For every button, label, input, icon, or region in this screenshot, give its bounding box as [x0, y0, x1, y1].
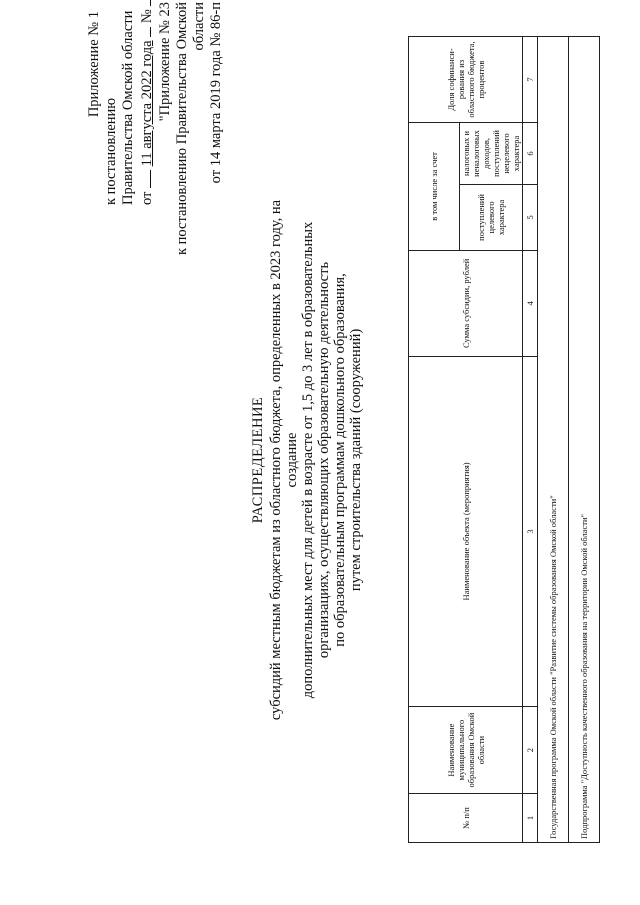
header-tax: налоговых и неналоговых доходов, поступлений нецелевого характера	[460, 122, 523, 184]
title-line: дополнительных мест для детей в возрасте от 1,5 до 3 лет в образовательных	[300, 221, 316, 699]
appendix-header	[86, 5, 156, 205]
resolution-date: 11 августа 2022 года	[139, 40, 155, 167]
from-label: от	[139, 191, 155, 205]
prior-appendix-resolution-line: к постановлению Правительства Омской области	[174, 2, 207, 256]
document-title	[250, 195, 364, 725]
col-number: 7	[523, 37, 538, 123]
blank-line	[137, 27, 151, 37]
col-number: 4	[523, 250, 538, 356]
appendix-resolution-line: к постановлению Правительства Омской области	[103, 10, 136, 205]
number-label: №	[139, 9, 155, 24]
prior-appendix-date-line: от 14 марта 2019 года № 86-п	[208, 2, 224, 184]
title-heading: РАСПРЕДЕЛЕНИЕ	[250, 396, 266, 524]
col-number: 1	[523, 794, 538, 843]
col-number: 2	[523, 707, 538, 794]
header-num: № п/п	[409, 794, 523, 843]
header-sum: Сумма субсидии, рублей	[409, 250, 523, 356]
program-cell: Государственная программа Омской области "Развитие системы образования Омской области"	[538, 37, 569, 843]
prior-appendix-number: "Приложение № 23	[157, 2, 173, 122]
title-line: субсидий местным бюджетам из областного бюджета, определенных в 2023 году, на создание	[268, 199, 300, 721]
subprogram-cell: Подпрограмма "Доступность качественного образования на территории Омской области"	[569, 37, 600, 843]
appendix-number: Приложение № 1	[86, 11, 102, 118]
prior-appendix-header	[157, 2, 225, 302]
col-number: 3	[523, 356, 538, 706]
header-object: Наименование объекта (мероприятия)	[409, 356, 523, 706]
header-including: в том числе за счет	[409, 122, 460, 250]
col-number: 6	[523, 122, 538, 184]
header-share: Доля софинанси-рования из областного бюджета, процентов	[409, 37, 523, 123]
col-number: 5	[523, 184, 538, 250]
header-targeted: поступлений целевого характера	[460, 184, 523, 250]
title-line: путем строительства зданий (сооружений)	[348, 328, 364, 592]
table-header-row	[409, 37, 460, 843]
header-municipality: Наименование муниципального образования Омской области	[409, 707, 523, 794]
title-line: организациях, осуществляющих образовательную деятельность	[316, 261, 332, 659]
appendix-date-line	[137, 5, 156, 205]
subsidy-table	[408, 36, 600, 843]
subprogram-row	[569, 37, 600, 843]
title-line: по образовательным программам дошкольного образования,	[332, 273, 348, 647]
blank-line	[137, 170, 151, 188]
column-number-row	[523, 37, 538, 843]
program-row	[538, 37, 569, 843]
blank-line	[137, 0, 151, 6]
